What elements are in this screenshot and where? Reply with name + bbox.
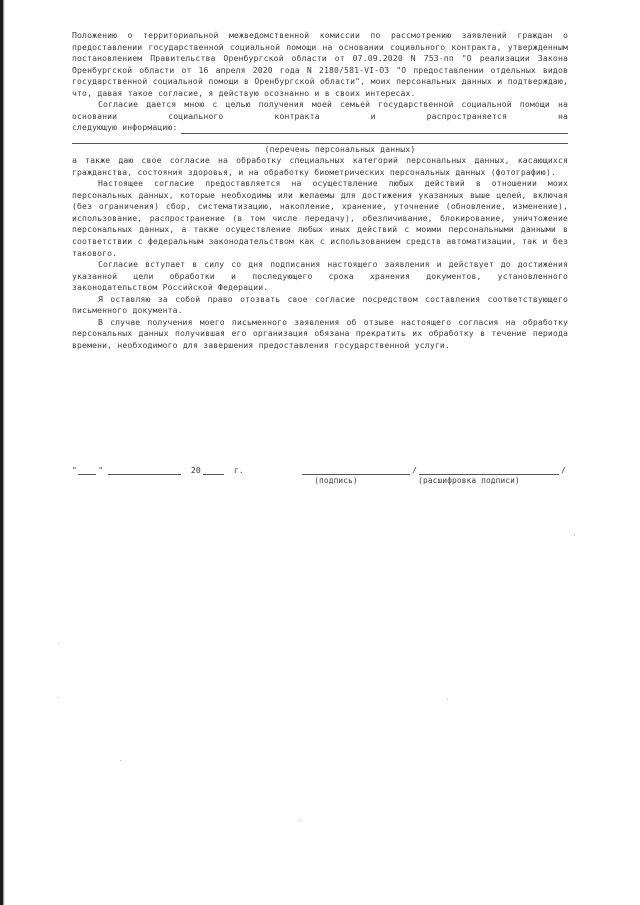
scan-speckle: [58, 643, 59, 644]
signature-fields: [302, 465, 568, 475]
day-input-blank[interactable]: [78, 466, 96, 475]
caption-signature: (подпись): [314, 476, 358, 485]
signature-date-block: [72, 462, 568, 485]
scan-edge-gradient: [3, 0, 5, 905]
quote-close: ": [98, 465, 104, 475]
signature-captions: [280, 476, 568, 485]
fill-in-caption: (перечень персональных данных): [264, 143, 416, 154]
paragraph-regulation-reference: Положению о территориальной межведомственной комиссии по рассмотрению заявлений граждан о предоставлении государственной социальной помощи на основании социального контракта, утвержденным постановлением Правительства Оренбургской области от 07.09.2020 N 753-пп "О реализации Закона Оренбургской области от 16 апреля 2020 года N 2180/581-VI-ОЗ "О предоставлении отдельных видов государственной социальной помощи в Оренбургской области", моих персональных данных и подтверждаю, что, давая такое согласие, я действую осознанно и в своих интересах.: [72, 30, 568, 98]
date-and-signature-row: [72, 462, 568, 475]
document-page: [72, 30, 568, 351]
year-prefix: 20: [190, 465, 201, 475]
slash-separator: /: [411, 465, 417, 475]
scan-speckle: [300, 820, 301, 821]
slash-end: /: [560, 465, 566, 475]
scan-speckle: [120, 760, 121, 761]
paragraph-special-categories: а также даю свое согласие на обработку специальных категорий персональных данных, касающихся гражданства, состояния здоровья, и на обработку биометрических персональных данных (фотографию).: [72, 155, 568, 177]
fill-in-label: следующую информацию:: [72, 122, 178, 133]
signature-input-blank[interactable]: [302, 466, 410, 475]
paragraph-right-to-withdraw: Я оставляю за собой право отозвать свое согласие посредством составления соответствующего письменного документа.: [72, 293, 568, 316]
paragraph-withdrawal-procedure: В случае получения моего письменного заявления об отзыве настоящего согласия на обработку персональных данных получившая его организация обязана прекратить их обработку в течение периода времени, необходимого для завершения предоставления государственной услуги.: [72, 316, 568, 350]
scan-speckle: [58, 697, 59, 698]
year-suffix: г.: [233, 465, 244, 475]
fill-in-information-row: [72, 122, 568, 134]
month-input-blank[interactable]: [108, 466, 181, 475]
fill-in-blank-line-1[interactable]: [181, 125, 568, 134]
year-input-blank[interactable]: [203, 466, 224, 475]
quote-open: ": [72, 465, 78, 475]
scan-speckle: [447, 699, 448, 700]
scan-speckle: [574, 535, 575, 536]
paragraph-scope-of-actions: Настоящее согласие предоставляется на осуществление любых действий в отношении моих персональных данных, которые необходимы или желаемы для достижения указанных выше целей, включая (без ограничения) сбор, систематизацию, накопление, хранение, уточнение (обновление, изменение), использование, распространение (в том числе передачу), обезличивание, блокирование, уничтожение персональных данных, а также осуществление любых иных действий с моими персональными данными в соответствии с федеральным законодательством как с использованием средств автоматизации, так и без такового.: [72, 178, 568, 258]
fill-in-blank-line-2[interactable]: [72, 134, 568, 144]
caption-signature-transcript: (расшифровка подписи): [418, 476, 520, 485]
paragraph-consent-purpose: Согласие дается мною с целью получения моей семьей государственной социальной помощи на основании социального контракта и распространяется на: [72, 99, 568, 121]
paragraph-validity-period: Согласие вступает в силу со дня подписания настоящего заявления и действует до достижения указанной цели обработки и последующего срока хранения документов, установленного законодательством Российской Федерации.: [72, 259, 568, 293]
signature-transcript-input-blank[interactable]: [419, 466, 559, 475]
